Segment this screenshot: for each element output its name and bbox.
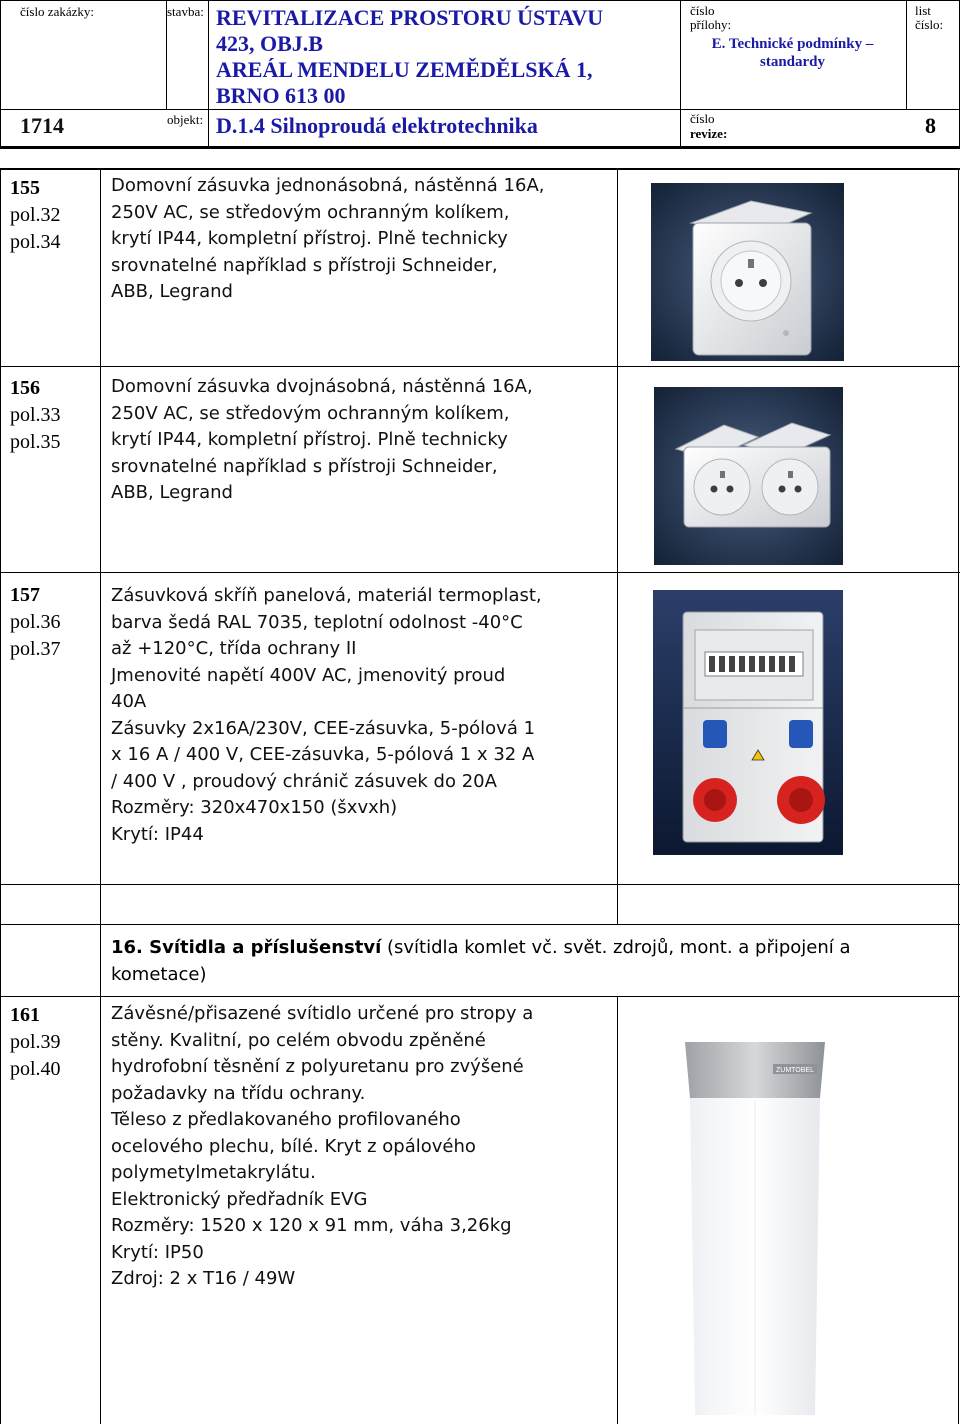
item-155-description: Domovní zásuvka jednonásobná, nástěnná 16A, 250V AC, se středovým ochranným kolíkem, krytí IP44, kompletní přístroj. Plně technicky srovnatelné například s přístroji Schneider, ABB, Legrand — [111, 175, 545, 302]
sheet-label: list — [915, 3, 931, 18]
item-155-ref: 155 pol.32 pol.34 — [10, 177, 61, 253]
double-socket-photo — [654, 387, 843, 565]
sheet-label-2: číslo: — [915, 17, 944, 32]
order-number: 1714 — [20, 113, 64, 138]
title-block — [0, 0, 960, 149]
luminaire-brand-label: ZUMTOBEL — [776, 1067, 814, 1074]
order-number-label: číslo zakázky: — [20, 4, 94, 19]
page-number: 8 — [925, 113, 936, 138]
object-name: D.1.4 Silnoproudá elektrotechnika — [216, 113, 538, 138]
item-161-ref: 161 pol.39 pol.40 — [10, 1004, 61, 1080]
building-label: stavba: — [167, 4, 204, 19]
attachment-label-2: přílohy: — [690, 17, 732, 32]
revision-label: číslo — [690, 111, 715, 126]
revision-label-2: revize: — [690, 126, 728, 141]
single-socket-photo — [651, 183, 844, 361]
item-161-description: Závěsné/přisazené svítidlo určené pro stropy a stěny. Kvalitní, po celém obvodu zpěněné hydrofobní těsnění z polyuretanu pro zvýšené požadavky na třídu ochrany. Těleso z předlakovaného profilovaného ocelového plechu, bílé. Kryt z opálového polymetylmetakrylátu. Elektronický předřadník EVG Rozměry: 1520 x 120 x 91 mm, váha 3,26kg Krytí: IP50 Zdroj: 2 x T16 / 49W — [111, 1003, 534, 1289]
item-157-description: Zásuvková skříň panelová, materiál termoplast, barva šedá RAL 7035, teplotní odolnost -40°C až +120°C, třída ochrany II Jmenovité napětí 400V AC, jmenovitý proud 40A Zásuvky 2x16A/230V, CEE-zásuvka, 5-pólová 1 x 16 A / 400 V, CEE-zásuvka, 5-pólová 1 x 32 A / 400 V , proudový chránič zásuvek do 20A Rozměry: 320x470x150 (šxvxh) Krytí: IP44 — [111, 585, 542, 845]
attachment-title: E. Technické podmínky – standardy — [711, 36, 874, 70]
attachment-label: číslo — [690, 3, 715, 18]
luminaire-photo — [655, 1030, 845, 1415]
item-157-ref: 157 pol.36 pol.37 — [10, 584, 61, 660]
object-label: objekt: — [167, 112, 204, 127]
item-156-ref: 156 pol.33 pol.35 — [10, 377, 61, 453]
item-156-description: Domovní zásuvka dvojnásobná, nástěnná 16A, 250V AC, se středovým ochranným kolíkem, krytí IP44, kompletní přístroj. Plně technicky srovnatelné například s přístroji Schneider, ABB, Legrand — [111, 376, 533, 503]
socket-box-photo — [653, 590, 843, 855]
project-name: REVITALIZACE PROSTORU ÚSTAVU 423, OBJ.B AREÁL MENDELU ZEMĚDĚLSKÁ 1, BRNO 613 00 — [216, 5, 604, 108]
section-title: 16. Svítidla a příslušenství (svítidla komlet vč. svět. zdrojů, mont. a připojení a kometace) — [111, 937, 851, 985]
